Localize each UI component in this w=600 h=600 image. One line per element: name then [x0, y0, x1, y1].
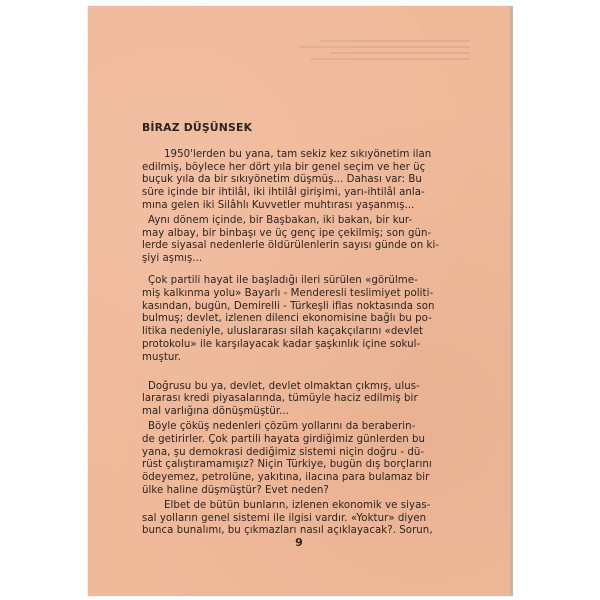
- text-line: sal yolların genel sistemi ile ilgisi vardır. «Yoktur» diyen: [142, 512, 427, 524]
- paragraph: [142, 275, 458, 365]
- text-line: Elbet de bütün bunların, izlenen ekonomik ve siyas-: [164, 499, 431, 511]
- text-line: de getirirler. Çok partili hayata girdiğimiz günlerden bu: [142, 433, 426, 445]
- text-line: bulmuş; devlet, izlenen dilenci ekonomisine bağlı bu po-: [142, 313, 432, 325]
- paragraph: [142, 149, 458, 213]
- text-line: litika nedeniyle, uluslararası silah kaçakçılarını «devlet: [142, 326, 424, 338]
- page-number: 9: [295, 536, 303, 549]
- paragraph: [142, 421, 458, 498]
- text-line: 1950'lerden bu yana, tam sekiz kez sıkıyönetim ilan: [164, 148, 432, 160]
- page-content: [142, 122, 458, 540]
- paragraph: [142, 215, 458, 266]
- text-line: muştur.: [142, 351, 181, 363]
- text-line: lerde siyasal nedenlerle öldürülenlerin sayısı günde on ki-: [142, 240, 440, 252]
- text-line: protokolu» ile karşılayacak kadar şaşkınlık içine sokul-: [142, 338, 421, 350]
- page-heading: BİRAZ DÜŞÜNSEK: [142, 121, 253, 134]
- text-line: ülke haline düşmüştür? Evet neden?: [142, 484, 329, 496]
- text-line: Böyle çöküş nedenleri çözüm yollarını da beraberin-: [148, 420, 416, 432]
- text-line: Çok partili hayat ile başladığı ileri sürülen «görülme-: [148, 274, 418, 286]
- text-line: şiyi aşmış...: [142, 253, 203, 265]
- text-line: buçuk yıla da bir sıkıyönetim düşmüş... Dahası var: Bu: [142, 174, 422, 186]
- show-through-line: [330, 52, 470, 54]
- paragraph: [142, 500, 458, 538]
- page-edge: [510, 6, 513, 596]
- text-line: edilmiş, böylece her dört yıla bir genel seçim ve her üç: [142, 161, 426, 173]
- text-line: ödeyemez, petrolüne, yakıtına, ilacına para bulamaz bir: [142, 472, 430, 484]
- show-through-line: [310, 58, 470, 60]
- text-line: bunca bunalımı, bu çıkmazları nasıl açıklayacak?. Sorun,: [142, 525, 433, 537]
- text-line: yana, şu demokrasi dediğimiz sistemi niçin doğru - dü-: [142, 446, 425, 458]
- text-line: Doğrusu bu ya, devlet, devlet olmaktan çıkmış, ulus-: [148, 380, 420, 392]
- text-line: may albay, bir binbaşı ve üç genç ipe çekilmiş; son gün-: [142, 227, 432, 239]
- text-line: mal varlığına dönüşmüştür...: [142, 406, 290, 418]
- text-line: süre içinde bir ihtilâl, iki ihtilâl girişimi, yarı-ihtilâl anla-: [142, 187, 425, 199]
- text-line: miş kalkınma yolu» Bayarlı - Menderesli teslimiyet politi-: [142, 287, 434, 299]
- paragraph: [142, 381, 458, 419]
- text-line: mına gelen iki Silâhlı Kuvvetler muhtırası yaşanmış...: [142, 199, 415, 211]
- show-through-line: [320, 40, 470, 42]
- text-line: kasından, bugün, Demirelli - Türkeşli iflas noktasında son: [142, 300, 435, 312]
- text-line: rüst çalıştıramamışız? Niçin Türkiye, bugün dış borçlarını: [142, 459, 432, 471]
- show-through-line: [300, 46, 470, 48]
- text-line: Aynı dönem içinde, bir Başbakan, iki bakan, bir kur-: [148, 214, 413, 226]
- text-line: lararası kredi piyasalarında, tümüyle haciz edilmiş bir: [142, 393, 418, 405]
